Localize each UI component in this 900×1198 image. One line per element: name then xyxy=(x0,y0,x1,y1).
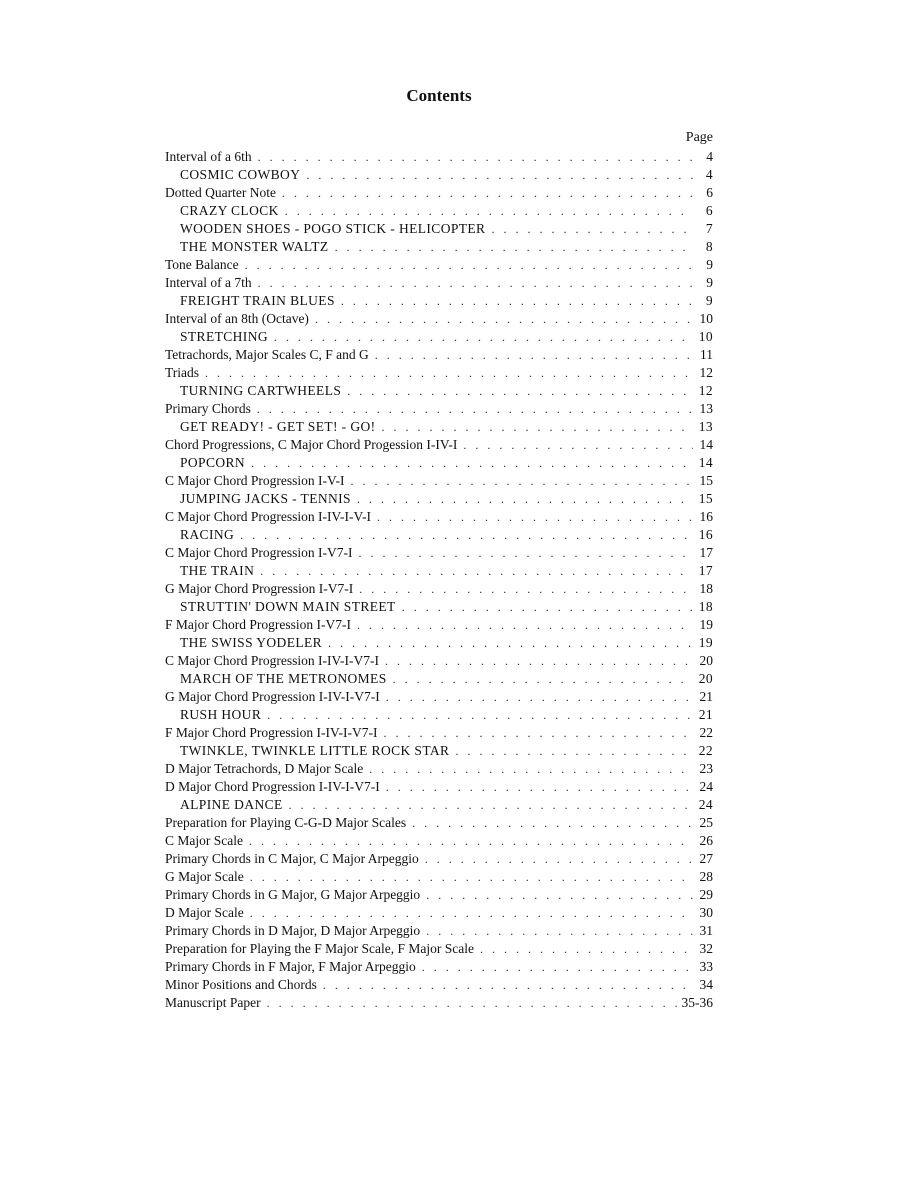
toc-entry-page-number: 20 xyxy=(699,653,713,668)
toc-entry-label: D Major Tetrachords, D Major Scale xyxy=(165,761,364,776)
toc-entry-label: G Major Chord Progression I-V7-I xyxy=(165,581,354,596)
dot-leader xyxy=(282,184,693,202)
dot-leader xyxy=(377,508,693,526)
toc-list xyxy=(165,148,713,1012)
toc-entry-page-number: 31 xyxy=(699,923,713,938)
toc-entry-topic xyxy=(165,184,713,202)
toc-entry-page-number: 27 xyxy=(699,851,713,866)
toc-entry-song xyxy=(165,292,713,310)
toc-entry-topic xyxy=(165,364,713,382)
dot-leader xyxy=(455,742,693,760)
dot-leader xyxy=(274,328,693,346)
toc-entry-label: THE MONSTER WALTZ xyxy=(180,239,329,254)
toc-entry-page-number: 29 xyxy=(699,887,713,902)
table-of-contents xyxy=(165,128,713,1012)
dot-leader xyxy=(422,958,693,976)
dot-leader xyxy=(328,634,693,652)
dot-leader xyxy=(463,436,693,454)
toc-entry-song xyxy=(165,490,713,508)
toc-entry-label: C Major Chord Progression I-IV-I-V-I xyxy=(165,509,371,524)
toc-entry-page-number: 19 xyxy=(699,617,713,632)
dot-leader xyxy=(412,814,693,832)
toc-entry-page-number: 22 xyxy=(698,743,713,758)
toc-entry-topic xyxy=(165,580,713,598)
toc-entry-topic xyxy=(165,940,713,958)
toc-entry-topic xyxy=(165,976,713,994)
toc-entry-page-number: 19 xyxy=(698,635,713,650)
toc-entry-topic xyxy=(165,994,713,1012)
dot-leader xyxy=(393,670,693,688)
toc-entry-song xyxy=(165,706,713,724)
toc-entry-label: FREIGHT TRAIN BLUES xyxy=(180,293,335,308)
toc-entry-label: Preparation for Playing the F Major Scale, F Major Scale xyxy=(165,941,474,956)
dot-leader xyxy=(205,364,693,382)
toc-entry-label: D Major Scale xyxy=(165,905,244,920)
toc-entry-page-number: 33 xyxy=(699,959,713,974)
toc-entry-page-number: 14 xyxy=(698,455,713,470)
dot-leader xyxy=(358,544,693,562)
dot-leader xyxy=(480,940,693,958)
toc-entry-page-number: 16 xyxy=(699,509,713,524)
toc-entry-label: Interval of a 7th xyxy=(165,275,252,290)
dot-leader xyxy=(425,850,693,868)
dot-leader xyxy=(359,580,693,598)
toc-entry-label: ALPINE DANCE xyxy=(180,797,283,812)
toc-entry-page-number: 9 xyxy=(706,275,713,290)
toc-entry-label: Primary Chords in D Major, D Major Arpeggio xyxy=(165,923,421,938)
toc-entry-label: Chord Progressions, C Major Chord Progession I-IV-I xyxy=(165,437,458,452)
toc-entry-page-number: 22 xyxy=(699,725,713,740)
dot-leader xyxy=(250,868,693,886)
toc-entry-page-number: 28 xyxy=(699,869,713,884)
toc-entry-song xyxy=(165,220,713,238)
dot-leader xyxy=(357,490,693,508)
toc-entry-topic xyxy=(165,958,713,976)
dot-leader xyxy=(258,148,693,166)
toc-entry-page-number: 11 xyxy=(700,347,713,362)
toc-entry-song xyxy=(165,382,713,400)
toc-entry-label: Primary Chords in F Major, F Major Arpeggio xyxy=(165,959,416,974)
toc-entry-label: CRAZY CLOCK xyxy=(180,203,279,218)
toc-entry-page-number: 14 xyxy=(699,437,713,452)
dot-leader xyxy=(240,526,693,544)
dot-leader xyxy=(426,886,693,904)
toc-entry-label: G Major Chord Progression I-IV-I-V7-I xyxy=(165,689,380,704)
dot-leader xyxy=(426,922,693,940)
toc-entry-label: GET READY! - GET SET! - GO! xyxy=(180,419,376,434)
toc-entry-song xyxy=(165,742,713,760)
dot-leader xyxy=(315,310,693,328)
toc-entry-label: G Major Scale xyxy=(165,869,244,884)
toc-entry-song xyxy=(165,634,713,652)
toc-entry-page-number: 15 xyxy=(698,491,713,506)
toc-entry-page-number: 4 xyxy=(706,149,713,164)
toc-entry-page-number: 21 xyxy=(698,707,713,722)
toc-entry-topic xyxy=(165,274,713,292)
toc-entry-page-number: 17 xyxy=(699,545,713,560)
toc-entry-label: RACING xyxy=(180,527,235,542)
toc-entry-topic xyxy=(165,922,713,940)
toc-entry-label: F Major Chord Progression I-IV-I-V7-I xyxy=(165,725,378,740)
toc-entry-label: Minor Positions and Chords xyxy=(165,977,317,992)
toc-entry-label: C Major Chord Progression I-IV-I-V7-I xyxy=(165,653,379,668)
toc-entry-page-number: 35-36 xyxy=(681,995,713,1010)
toc-entry-topic xyxy=(165,652,713,670)
dot-leader xyxy=(357,616,693,634)
toc-entry-page-number: 18 xyxy=(699,581,713,596)
toc-entry-topic xyxy=(165,760,713,778)
toc-entry-song xyxy=(165,238,713,256)
toc-entry-topic xyxy=(165,616,713,634)
toc-entry-page-number: 7 xyxy=(705,221,713,236)
toc-entry-page-number: 10 xyxy=(698,329,713,344)
dot-leader xyxy=(375,346,693,364)
toc-entry-page-number: 26 xyxy=(699,833,713,848)
dot-leader xyxy=(249,832,693,850)
toc-entry-song xyxy=(165,598,713,616)
toc-entry-page-number: 25 xyxy=(699,815,713,830)
toc-entry-label: Preparation for Playing C-G-D Major Scales xyxy=(165,815,407,830)
dot-leader xyxy=(341,292,693,310)
dot-leader xyxy=(335,238,693,256)
dot-leader xyxy=(245,256,693,274)
toc-entry-page-number: 16 xyxy=(698,527,713,542)
dot-leader xyxy=(250,904,693,922)
toc-entry-page-number: 24 xyxy=(699,779,713,794)
page-title: Contents xyxy=(406,86,472,105)
dot-leader xyxy=(382,418,693,436)
toc-entry-page-number: 15 xyxy=(699,473,713,488)
dot-leader xyxy=(289,796,693,814)
toc-entry-topic xyxy=(165,814,713,832)
toc-entry-page-number: 32 xyxy=(699,941,713,956)
toc-entry-label: Tone Balance xyxy=(165,257,239,272)
toc-entry-topic xyxy=(165,778,713,796)
dot-leader xyxy=(306,166,693,184)
toc-entry-label: JUMPING JACKS - TENNIS xyxy=(180,491,351,506)
toc-entry-topic xyxy=(165,724,713,742)
toc-entry-label: STRETCHING xyxy=(180,329,268,344)
dot-leader xyxy=(257,400,693,418)
dot-leader xyxy=(260,562,693,580)
toc-entry-label: POPCORN xyxy=(180,455,246,470)
toc-entry-topic xyxy=(165,400,713,418)
toc-entry-topic xyxy=(165,256,713,274)
toc-entry-song xyxy=(165,328,713,346)
dot-leader xyxy=(285,202,693,220)
dot-leader xyxy=(386,688,693,706)
toc-entry-label: MARCH OF THE METRONOMES xyxy=(180,671,387,686)
toc-entry-page-number: 10 xyxy=(699,311,713,326)
dot-leader xyxy=(402,598,693,616)
dot-leader xyxy=(385,652,693,670)
toc-entry-page-number: 13 xyxy=(699,401,713,416)
toc-entry-label: THE SWISS YODELER xyxy=(180,635,323,650)
toc-entry-label: Primary Chords xyxy=(165,401,251,416)
toc-entry-page-number: 20 xyxy=(698,671,713,686)
page-column-header: Page xyxy=(685,130,713,145)
toc-entry-page-number: 30 xyxy=(699,905,713,920)
toc-entry-song xyxy=(165,454,713,472)
toc-entry-label: F Major Chord Progression I-V7-I xyxy=(165,617,351,632)
toc-entry-topic xyxy=(165,868,713,886)
toc-entry-topic xyxy=(165,346,713,364)
toc-entry-label: Primary Chords in G Major, G Major Arpeggio xyxy=(165,887,421,902)
toc-entry-topic xyxy=(165,904,713,922)
toc-entry-label: RUSH HOUR xyxy=(180,707,262,722)
toc-entry-label: Interval of an 8th (Octave) xyxy=(165,311,309,326)
toc-entry-label: Triads xyxy=(165,365,200,380)
toc-entry-topic xyxy=(165,886,713,904)
toc-entry-song xyxy=(165,166,713,184)
toc-entry-label: Primary Chords in C Major, C Major Arpeggio xyxy=(165,851,419,866)
toc-entry-page-number: 8 xyxy=(705,239,713,254)
toc-entry-label: C Major Chord Progression I-V-I xyxy=(165,473,345,488)
toc-entry-label: Dotted Quarter Note xyxy=(165,185,276,200)
toc-entry-label: Manuscript Paper xyxy=(165,995,261,1010)
toc-entry-page-number: 21 xyxy=(699,689,713,704)
toc-entry-topic xyxy=(165,310,713,328)
toc-entry-page-number: 9 xyxy=(706,257,713,272)
toc-entry-topic xyxy=(165,832,713,850)
toc-entry-label: D Major Chord Progression I-IV-I-V7-I xyxy=(165,779,380,794)
toc-entry-page-number: 24 xyxy=(698,797,713,812)
dot-leader xyxy=(369,760,693,778)
toc-entry-label: STRUTTIN' DOWN MAIN STREET xyxy=(180,599,396,614)
toc-entry-page-number: 34 xyxy=(699,977,713,992)
toc-entry-label: THE TRAIN xyxy=(180,563,255,578)
dot-leader xyxy=(267,706,693,724)
toc-entry-topic xyxy=(165,148,713,166)
toc-entry-page-number: 9 xyxy=(705,293,713,308)
toc-entry-page-number: 12 xyxy=(698,383,713,398)
toc-entry-page-number: 4 xyxy=(705,167,713,182)
toc-entry-page-number: 23 xyxy=(699,761,713,776)
toc-entry-page-number: 6 xyxy=(706,185,713,200)
toc-entry-page-number: 17 xyxy=(698,563,713,578)
toc-entry-label: C Major Chord Progression I-V7-I xyxy=(165,545,353,560)
dot-leader xyxy=(251,454,693,472)
dot-leader xyxy=(323,976,693,994)
dot-leader xyxy=(351,472,694,490)
toc-entry-label: Tetrachords, Major Scales C, F and G xyxy=(165,347,369,362)
toc-entry-topic xyxy=(165,472,713,490)
toc-entry-topic xyxy=(165,544,713,562)
toc-entry-topic xyxy=(165,688,713,706)
toc-entry-song xyxy=(165,526,713,544)
dot-leader xyxy=(347,382,693,400)
dot-leader xyxy=(267,994,678,1012)
toc-entry-song xyxy=(165,418,713,436)
toc-entry-label: C Major Scale xyxy=(165,833,243,848)
toc-entry-label: WOODEN SHOES - POGO STICK - HELICOPTER xyxy=(180,221,486,236)
toc-entry-label: TURNING CARTWHEELS xyxy=(180,383,342,398)
toc-entry-song xyxy=(165,562,713,580)
toc-entry-label: COSMIC COWBOY xyxy=(180,167,301,182)
dot-leader xyxy=(386,778,693,796)
toc-entry-topic xyxy=(165,850,713,868)
toc-entry-topic xyxy=(165,508,713,526)
toc-entry-song xyxy=(165,202,713,220)
toc-entry-page-number: 6 xyxy=(705,203,713,218)
dot-leader xyxy=(258,274,693,292)
toc-entry-label: Interval of a 6th xyxy=(165,149,252,164)
toc-entry-topic xyxy=(165,436,713,454)
toc-entry-page-number: 12 xyxy=(699,365,713,380)
toc-entry-song xyxy=(165,796,713,814)
dot-leader xyxy=(383,724,693,742)
toc-entry-song xyxy=(165,670,713,688)
toc-entry-label: TWINKLE, TWINKLE LITTLE ROCK STAR xyxy=(180,743,450,758)
toc-entry-page-number: 18 xyxy=(698,599,713,614)
dot-leader xyxy=(491,220,693,238)
toc-entry-page-number: 13 xyxy=(698,419,713,434)
